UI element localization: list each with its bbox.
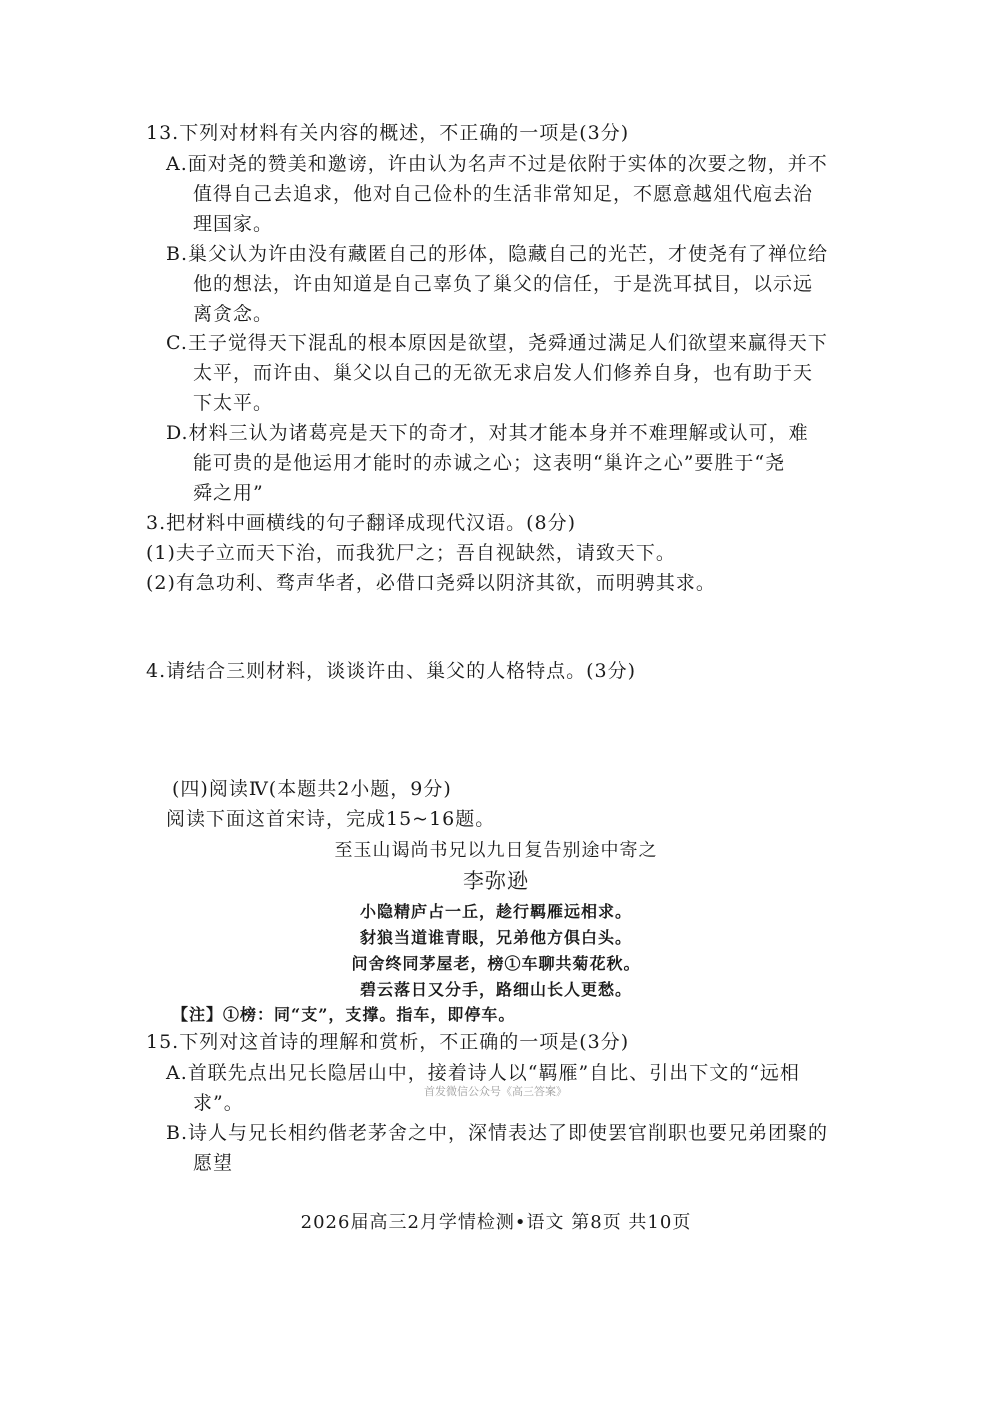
- q13-option-b-line3: 离贪念。: [193, 303, 274, 325]
- q13-option-c-line1: C.王子觉得天下混乱的根本原因是欲望，尧舜通过满足人们欲望来赢得天下: [166, 332, 828, 354]
- poem-note: 【注】①榜：同“支”，支撑。指车，即停车。: [172, 1005, 516, 1024]
- q15-option-b-line2: 愿望: [193, 1152, 234, 1174]
- page-footer: 2026届高三2月学情检测•语文 第8页 共10页: [300, 1212, 692, 1233]
- q13-option-a-line3: 理国家。: [193, 213, 274, 235]
- poem-line-1: 小隐精庐占一丘，趁行羁雁远相求。: [359, 902, 632, 921]
- q13-option-a-line2: 值得自己去追求，他对自己俭朴的生活非常知足，不愿意越俎代庖去治: [193, 183, 814, 205]
- section4-heading: (四)阅读Ⅳ(本题共2小题，9分): [172, 778, 452, 800]
- q15-option-a-line1: A.首联先点出兄长隐居山中，接着诗人以“羁雁”自比、引出下文的“远相: [166, 1062, 800, 1084]
- poem-title: 至玉山谒尚书兄以九日复告别途中寄之: [334, 840, 658, 861]
- q13-option-c-line2: 太平，而许由、巢父以自己的无欲无求启发人们修养自身，也有助于天: [193, 362, 814, 384]
- poem-line-4: 碧云落日又分手，路细山长人更愁。: [359, 980, 632, 999]
- q3-stem: 3.把材料中画横线的句子翻译成现代汉语。(8分): [146, 512, 577, 534]
- watermark: 首发微信公众号《高三答案》: [424, 1085, 567, 1098]
- q13-stem: 13.下列对材料有关内容的概述，不正确的一项是(3分): [146, 122, 630, 144]
- poem-line-2: 豺狼当道谁青眼，兄弟他方俱白头。: [359, 928, 632, 947]
- q15-option-a-line2: 求”。: [193, 1092, 244, 1114]
- q15-option-b-line1: B.诗人与兄长相约偕老茅舍之中，深情表达了即使罢官削职也要兄弟团聚的: [166, 1122, 829, 1144]
- q15-stem: 15.下列对这首诗的理解和赏析，不正确的一项是(3分): [146, 1031, 630, 1053]
- poem-line-3: 问舍终同茅屋老，榜①车聊共菊花秋。: [351, 954, 641, 973]
- q13-option-d-line3: 舜之用”: [193, 482, 264, 504]
- q3-sentence-2: (2)有急功利、骛声华者，必借口尧舜以阴济其欲，而明骋其求。: [146, 572, 716, 594]
- poem-author: 李弥逊: [463, 869, 529, 893]
- q4-stem: 4.请结合三则材料，谈谈许由、巢父的人格特点。(3分): [146, 660, 637, 682]
- q13-option-b-line2: 他的想法，许由知道是自己辜负了巢父的信任，于是洗耳拭目，以示远: [193, 273, 814, 295]
- section4-intro: 阅读下面这首宋诗，完成15~16题。: [166, 808, 496, 830]
- q13-option-d-line2: 能可贵的是他运用才能时的赤诚之心；这表明“巢许之心”要胜于“尧: [193, 452, 786, 474]
- q13-option-b-line1: B.巢父认为许由没有藏匿自己的形体，隐藏自己的光芒，才使尧有了禅位给: [166, 243, 829, 265]
- q3-sentence-1: (1)夫子立而天下治，而我犹尸之；吾自视缺然，请致天下。: [146, 542, 676, 564]
- q13-option-a-line1: A.面对尧的赞美和邀谤，许由认为名声不过是依附于实体的次要之物，并不: [166, 153, 828, 175]
- q13-option-d-line1: D.材料三认为诸葛亮是天下的奇才，对其才能本身并不难理解或认可，难: [166, 422, 809, 444]
- q13-option-c-line3: 下太平。: [193, 392, 274, 414]
